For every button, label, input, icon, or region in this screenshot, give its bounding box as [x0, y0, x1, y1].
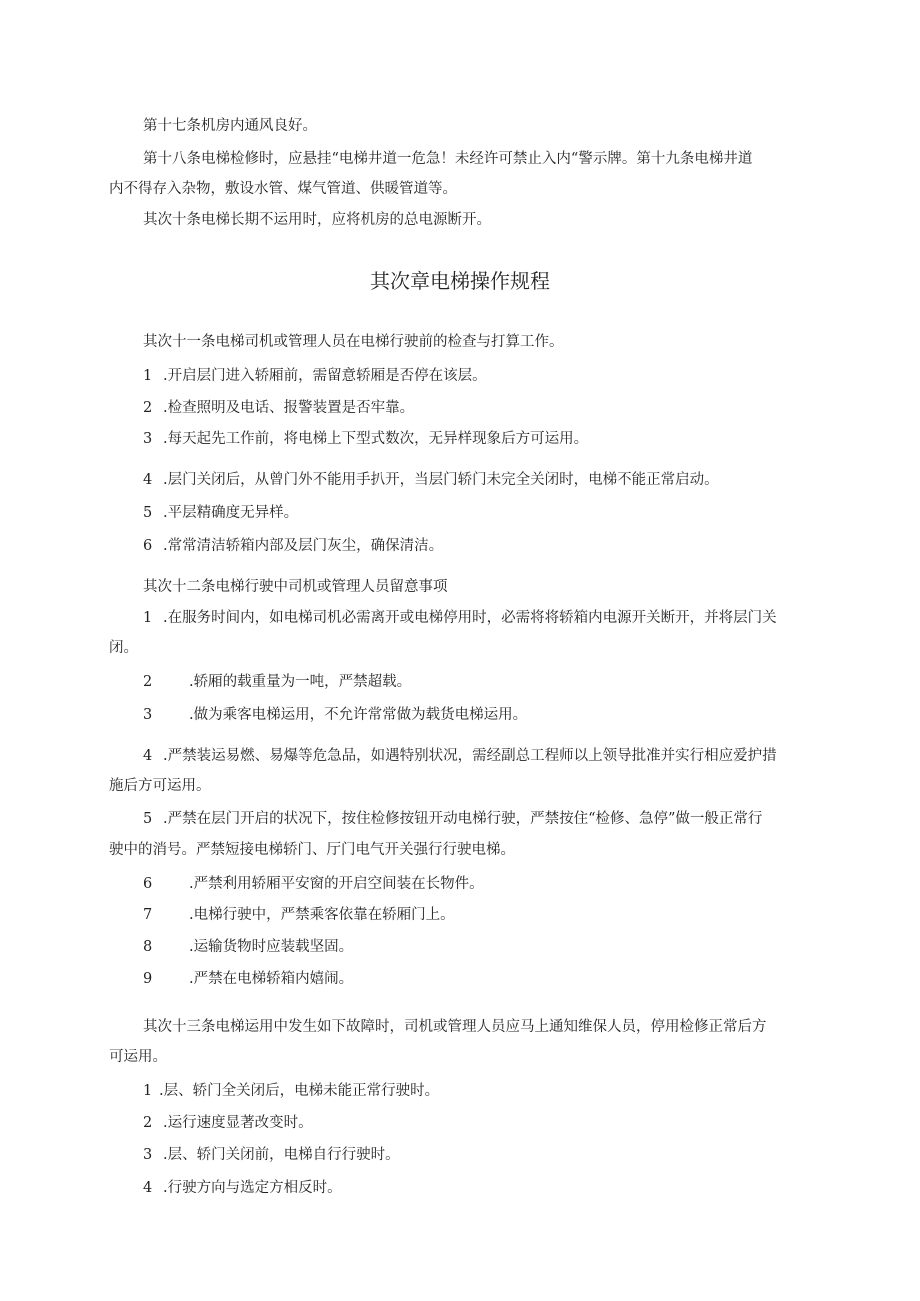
item-number: 4	[143, 1180, 153, 1196]
item-text: .层、轿门全关闭后，电梯未能正常行驶时。	[159, 1083, 440, 1099]
list-item	[143, 1113, 313, 1133]
article-18-line-2: 内不得存入杂物，敷设水管、煤气管道、供暖管道等。	[109, 181, 457, 197]
article-21-title: 其次十一条电梯司机或管理人员在电梯行驶前的检查与打算工作。	[143, 334, 564, 350]
item-number: 1	[143, 368, 153, 384]
list-item	[143, 503, 298, 523]
article-23-title-line-1: 其次十三条电梯运用中发生如下故障时，司机或管理人员应马上通知维保人员，停用检修正常后方	[143, 1019, 767, 1035]
item-text: .在服务时间内，如电梯司机必需离开或电梯停用时，必需将将轿箱内电源开关断开，并将层门关	[163, 610, 777, 626]
list-item	[143, 809, 762, 829]
item-number: 5	[143, 505, 153, 521]
item-text: .运行速度显著改变时。	[163, 1115, 313, 1131]
item-number: 2	[143, 1115, 153, 1131]
list-item	[143, 1145, 400, 1165]
item-number: 6	[143, 538, 153, 554]
item-text: .层、轿门关闭前，电梯自行行驶时。	[163, 1147, 400, 1163]
list-item	[143, 429, 588, 449]
list-item	[143, 874, 484, 894]
article-17: 第十七条机房内通风良好。	[143, 118, 317, 134]
item-number: 7	[143, 907, 153, 923]
item-number: 1	[143, 1083, 153, 1099]
article-23-title-line-2: 可运用。	[109, 1049, 167, 1065]
list-item	[143, 536, 443, 556]
item-text: .行驶方向与选定方相反时。	[163, 1180, 342, 1196]
article-18-line-1: 第十八条电梯检修时，应悬挂“电梯井道一危急！未经许可禁止入内“警示牌。第十九条电梯井道	[143, 151, 753, 167]
article-20: 其次十条电梯长期不运用时，应将机房的总电源断开。	[143, 212, 491, 228]
list-item	[143, 905, 455, 925]
list-item	[143, 398, 414, 418]
list-item-continuation: 施后方可运用。	[109, 778, 211, 794]
list-item	[143, 672, 411, 692]
article-22-title: 其次十二条电梯行驶中司机或管理人员留意事项	[143, 579, 448, 595]
list-item	[143, 746, 777, 766]
list-item	[143, 608, 777, 628]
list-item	[143, 1178, 342, 1198]
item-text: .严禁在电梯轿箱内嬉闹。	[189, 971, 354, 987]
item-number: 5	[143, 811, 153, 827]
item-text: .检查照明及电话、报警装置是否牢靠。	[163, 400, 415, 416]
item-number: 9	[143, 971, 153, 987]
item-text: .严禁利用轿厢平安窗的开启空间装在长物件。	[189, 876, 484, 892]
item-text: .做为乘客电梯运用，不允许常常做为载货电梯运用。	[189, 707, 528, 723]
item-number: 1	[143, 610, 153, 626]
item-text: .电梯行驶中，严禁乘客依靠在轿厢门上。	[189, 907, 455, 923]
item-text: .严禁在层门开启的状况下，按住检修按钮开动电梯行驶，严禁按住“检修、急停”做一般正常行	[163, 811, 763, 827]
item-number: 3	[143, 707, 153, 723]
chapter-title: 其次章电梯操作规程	[370, 269, 550, 293]
list-item	[143, 1081, 439, 1101]
item-number: 2	[143, 400, 153, 416]
item-number: 3	[143, 431, 153, 447]
list-item	[143, 470, 719, 490]
item-text: .轿厢的载重量为一吨，严禁超载。	[189, 674, 412, 690]
item-number: 4	[143, 748, 153, 764]
item-number: 6	[143, 876, 153, 892]
item-text: .严禁装运易燃、易爆等危急品，如遇特别状况，需经副总工程师以上领导批准并实行相应爱护措	[163, 748, 777, 764]
list-item	[143, 366, 487, 386]
item-text: .常常清洁轿箱内部及层门灰尘，确保清洁。	[163, 538, 444, 554]
item-number: 3	[143, 1147, 153, 1163]
list-item	[143, 937, 353, 957]
item-text: .运输货物时应装载坚固。	[189, 939, 354, 955]
item-number: 8	[143, 939, 153, 955]
item-text: .平层精确度无异样。	[163, 505, 299, 521]
item-number: 4	[143, 472, 153, 488]
item-text: .开启层门进入轿厢前，需留意轿厢是否停在该层。	[163, 368, 487, 384]
list-item	[143, 705, 527, 725]
list-item-continuation: 闭。	[109, 640, 138, 656]
list-item	[143, 969, 353, 989]
item-text: .层门关闭后，从曾门外不能用手扒开，当层门轿门未完全关闭时，电梯不能正常启动。	[163, 472, 719, 488]
item-text: .每天起先工作前，将电梯上下型式数次，无异样现象后方可运用。	[163, 431, 589, 447]
list-item-continuation: 驶中的消号。严禁短接电梯轿门、厅门电气开关强行行驶电梯。	[109, 842, 515, 858]
item-number: 2	[143, 674, 153, 690]
